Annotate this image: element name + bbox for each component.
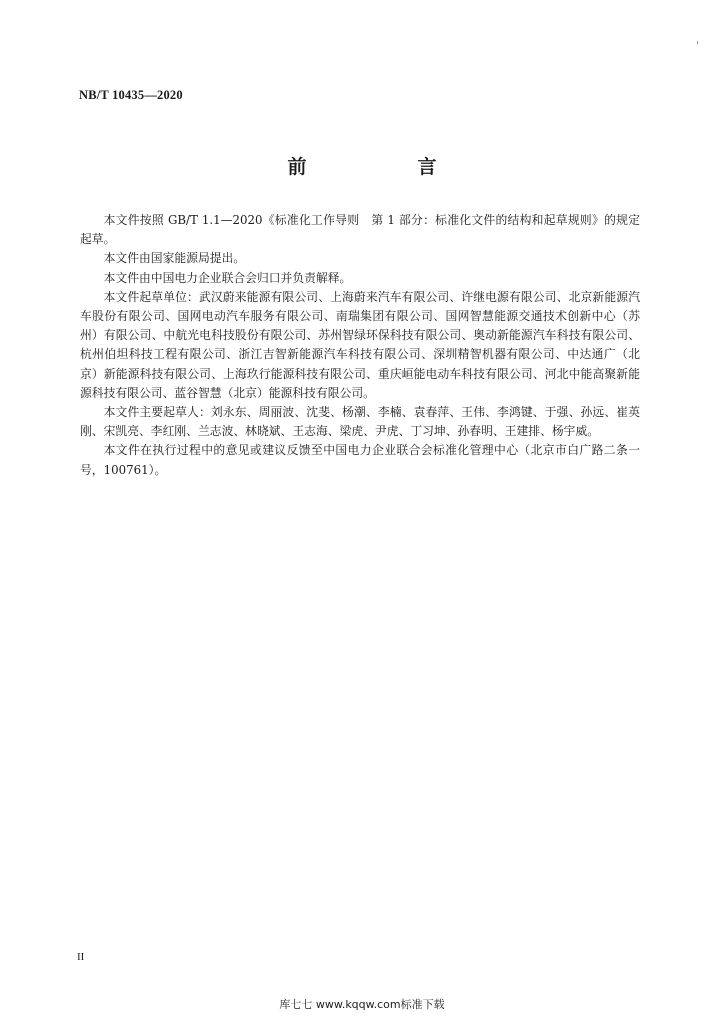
paragraph-proposer: 本文件由国家能源局提出。 <box>103 251 246 266</box>
paragraph-drafters: 本文件主要起草人：刘永东、周丽波、沈斐、杨潮、李楠、袁春萍、王伟、李鸿键、于强、孙远、崔英刚、宋凯亮、李红刚、兰志波、林晓斌、王志海、梁虎、尹虎、丁习坤、孙春明、王建排、杨宇威。 <box>80 405 640 439</box>
page-number: II <box>77 951 85 963</box>
paragraph-jurisdiction: 本文件由中国电力企业联合会归口并负责解释。 <box>103 270 352 285</box>
foreword-body <box>80 211 640 480</box>
paragraph-feedback: 本文件在执行过程中的意见或建议反馈至中国电力企业联合会标准化管理中心（北京市白广路二条一号，100761）。 <box>80 443 640 477</box>
paragraph-drafting-rules: 本文件按照 GB/T 1.1—2020《标准化工作导则 第 1 部分：标准化文件的结构和起草规则》的规定起草。 <box>80 213 640 247</box>
document-code: NB/T 10435—2020 <box>79 88 183 102</box>
paragraph-drafting-units: 本文件起草单位：武汉蔚来能源有限公司、上海蔚来汽车有限公司、许继电源有限公司、北京新能源汽车股份有限公司、国网电动汽车服务有限公司、南瑞集团有限公司、国网智慧能源交通技术创新中心（苏州）有限公司、中航光电科技股份有限公司、苏州智绿环保科技有限公司、奥动新能源汽车科技有限公司、杭州伯坦科技工程有限公司、浙江吉智新能源汽车科技有限公司、深圳精智机器有限公司、中达通广（北京）新能源科技有限公司、上海玖行能源科技有限公司、重庆峘能电动车科技有限公司、河北中能高聚新能源科技有限公司、蓝谷智慧（北京）能源科技有限公司。 <box>80 289 640 400</box>
page-corner-mark <box>697 41 698 44</box>
section-title: 前 言 <box>287 156 483 178</box>
watermark-text: 库七七 www.kqqw.com标准下载 <box>279 998 445 1011</box>
